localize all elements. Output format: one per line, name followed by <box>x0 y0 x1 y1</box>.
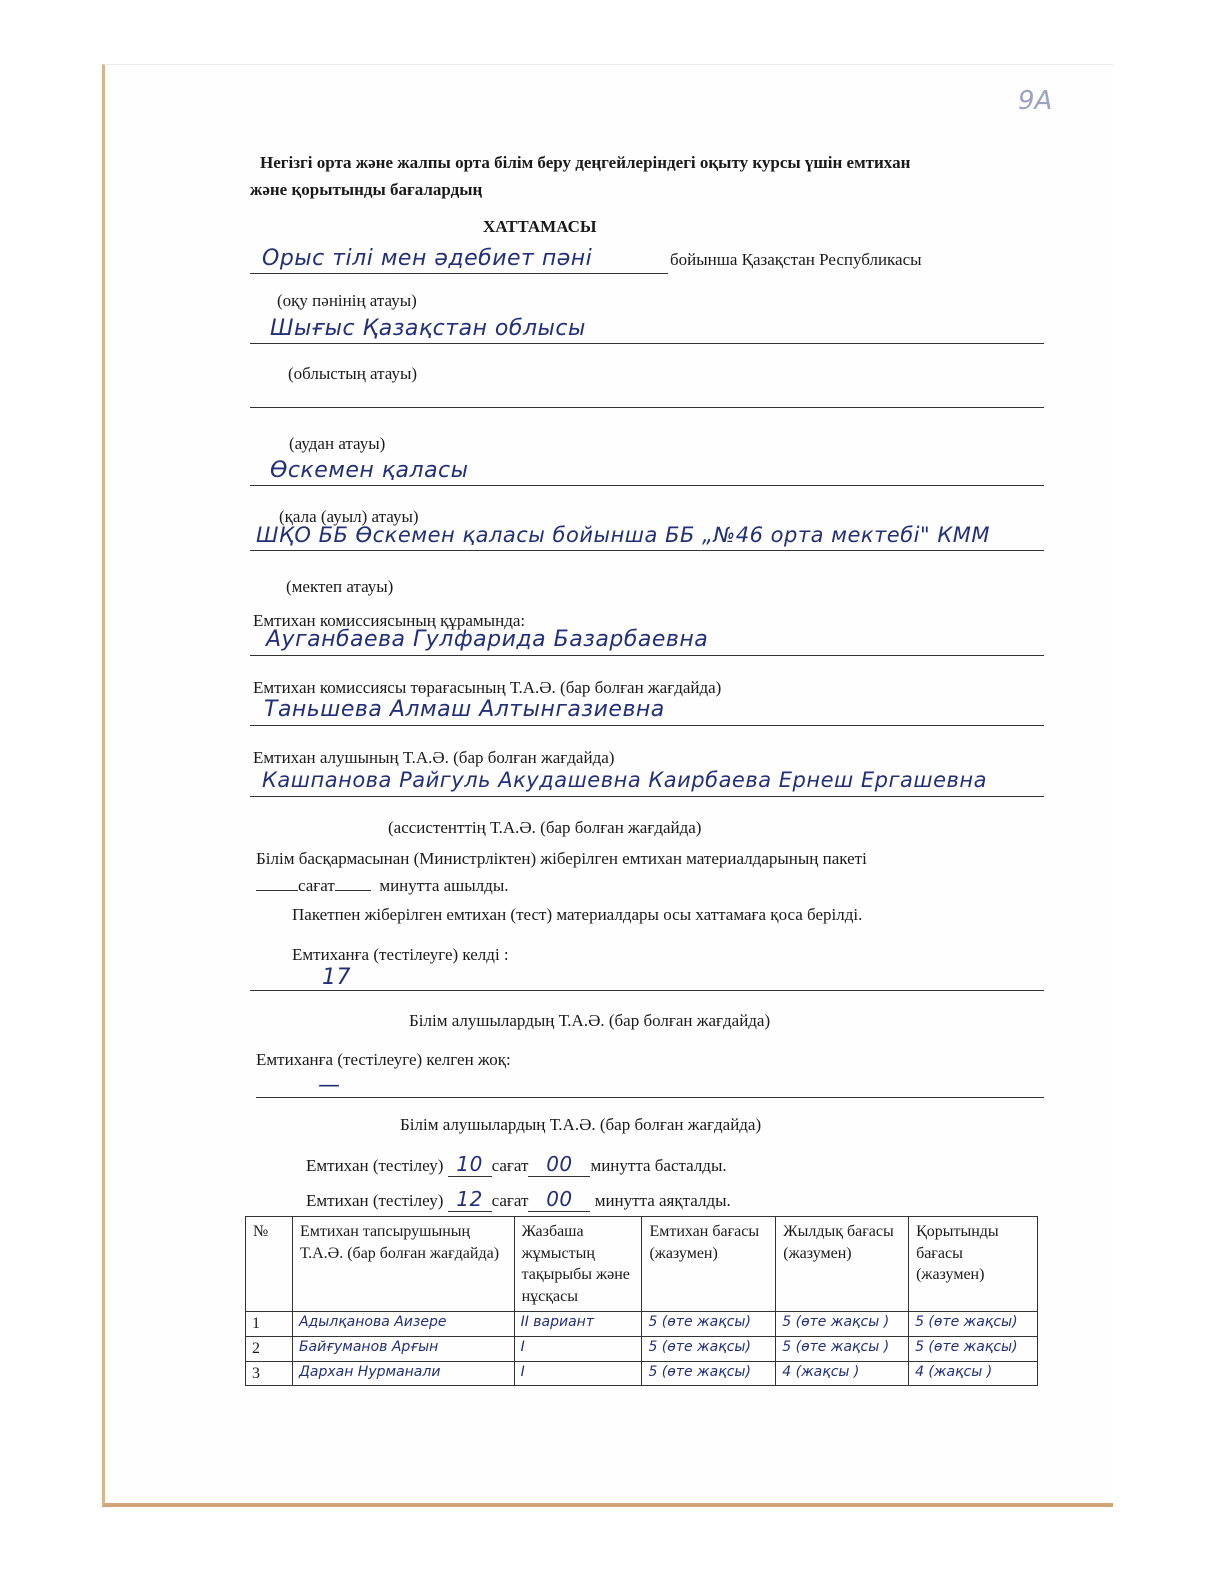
start-suffix: минутта басталды. <box>590 1156 727 1175</box>
row-student-name: Байғуманов Арғын <box>292 1336 514 1361</box>
row-student-name: Адылқанова Аизере <box>292 1312 514 1337</box>
end-minute: 00 <box>546 1187 573 1211</box>
district-caption: (аудан атауы) <box>289 434 386 453</box>
package-line-2 <box>256 876 509 896</box>
commission-value: Ауганбаева Гулфарида Базарбаевна <box>266 627 709 652</box>
package-line-1: Білім басқармасынан (Министрліктен) жіберілген емтихан материалдарының пакеті <box>256 849 867 868</box>
district-underline <box>250 407 1044 408</box>
chair-underline <box>250 725 1044 726</box>
school-value: ШҚО ББ Өскемен қаласы бойынша ББ „№46 орта мектебі" КММ <box>256 523 990 547</box>
start-prefix: Емтихан (тестілеу) <box>306 1156 444 1175</box>
row-exam-grade: 5 (өте жақсы) <box>642 1361 776 1386</box>
end-time-line <box>306 1187 731 1212</box>
row-exam-grade: 5 (өте жақсы) <box>642 1336 776 1361</box>
subject-suffix: бойынша Қазақстан Республикасы <box>670 250 922 269</box>
title-line-1: Негізгі орта және жалпы орта білім беру деңгейлеріндегі оқыту курсы үшін емтихан <box>260 153 911 172</box>
row-exam-grade: 5 (өте жақсы) <box>642 1312 776 1337</box>
row-annual-grade: 4 (жақсы ) <box>776 1361 909 1386</box>
end-suffix: минутта аяқталды. <box>590 1191 731 1210</box>
school-caption: (мектеп атауы) <box>286 577 394 596</box>
row-final-grade: 4 (жақсы ) <box>909 1361 1038 1386</box>
row-final-grade: 5 (өте жақсы) <box>909 1312 1038 1337</box>
header-topic-variant: Жазбаша жұмыстың тақырыбы және нұсқасы <box>514 1217 642 1312</box>
absent-value: — <box>318 1073 341 1098</box>
region-value: Шығыс Қазақстан облысы <box>270 316 586 341</box>
commission-label: Емтихан комиссиясының құрамында: <box>253 611 526 630</box>
attended-underline <box>250 990 1044 991</box>
school-underline <box>250 550 1044 551</box>
region-caption: (облыстың атауы) <box>288 364 418 383</box>
assistant-caption: (ассистенттің Т.А.Ә. (бар болған жағдайда) <box>388 818 702 837</box>
city-value: Өскемен қаласы <box>270 458 469 483</box>
chair-label: Емтихан комиссиясы төрағасының Т.А.Ә. (бар болған жағдайда) <box>253 678 722 697</box>
chair-value: Таньшева Алмаш Алтынгазиевна <box>264 697 665 722</box>
start-hours-word: сағат <box>491 1156 529 1175</box>
row-variant: I <box>514 1361 642 1386</box>
header-annual-grade: Жылдық бағасы (жазумен) <box>776 1217 909 1312</box>
row-annual-grade: 5 (өте жақсы ) <box>776 1336 909 1361</box>
title-line-2: және қорытынды бағалардың <box>250 180 483 199</box>
subject-value: Орыс тілі мен әдебиет пәні <box>262 246 593 271</box>
attended-caption: Білім алушылардың Т.А.Ә. (бар болған жағдайда) <box>409 1011 771 1030</box>
city-caption: (қала (ауыл) атауы) <box>279 507 419 526</box>
attended-value: 17 <box>322 965 351 990</box>
examiner-label: Емтихан алушының Т.А.Ә. (бар болған жағдайда) <box>253 748 615 767</box>
region-underline <box>250 343 1044 344</box>
row-annual-grade: 5 (өте жақсы ) <box>776 1312 909 1337</box>
examiner-value: Кашпанова Райгуль Акудашевна Каирбаева Ернеш Ергашевна <box>262 768 988 792</box>
row-variant: I <box>514 1336 642 1361</box>
results-table <box>245 1216 1038 1386</box>
end-hours-word: сағат <box>491 1191 529 1210</box>
absent-underline <box>256 1097 1044 1098</box>
start-hour: 10 <box>456 1152 483 1176</box>
start-minute: 00 <box>546 1152 573 1176</box>
examiner-underline <box>250 796 1044 797</box>
start-time-line <box>306 1152 727 1177</box>
row-variant: II вариант <box>514 1312 642 1337</box>
end-hour: 12 <box>456 1187 483 1211</box>
subject-underline <box>250 273 668 274</box>
absent-caption: Білім алушылардың Т.А.Ә. (бар болған жағдайда) <box>400 1115 762 1134</box>
end-prefix: Емтихан (тестілеу) <box>306 1191 444 1210</box>
table-row <box>246 1312 1038 1337</box>
package-minutes-phrase: минутта ашылды. <box>379 876 509 895</box>
subject-caption: (оқу пәнінің атауы) <box>277 291 417 310</box>
header-student-name: Емтихан тапсырушының Т.А.Ә. (бар болған жағдайда) <box>292 1217 514 1312</box>
header-exam-grade: Емтихан бағасы (жазумен) <box>642 1217 776 1312</box>
absent-label: Емтиханға (тестілеуге) келген жоқ: <box>256 1050 511 1069</box>
document-heading: ХАТТАМАСЫ <box>483 217 597 236</box>
attended-label: Емтиханға (тестілеуге) келді : <box>292 945 509 964</box>
header-number: № <box>246 1217 293 1312</box>
page-number-mark: 9А <box>1018 86 1053 116</box>
package-hours-word: сағат <box>298 876 335 895</box>
table-row <box>246 1336 1038 1361</box>
header-final-grade: Қорытынды бағасы (жазумен) <box>909 1217 1038 1312</box>
package-note: Пакетпен жіберілген емтихан (тест) материалдары осы хаттамаға қоса берілді. <box>292 905 863 924</box>
row-number: 3 <box>246 1361 293 1386</box>
row-number: 2 <box>246 1336 293 1361</box>
city-underline <box>250 485 1044 486</box>
row-final-grade: 5 (өте жақсы) <box>909 1336 1038 1361</box>
table-header-row <box>246 1217 1038 1312</box>
commission-underline <box>250 655 1044 656</box>
table-row <box>246 1361 1038 1386</box>
row-number: 1 <box>246 1312 293 1337</box>
row-student-name: Дархан Нурманали <box>292 1361 514 1386</box>
